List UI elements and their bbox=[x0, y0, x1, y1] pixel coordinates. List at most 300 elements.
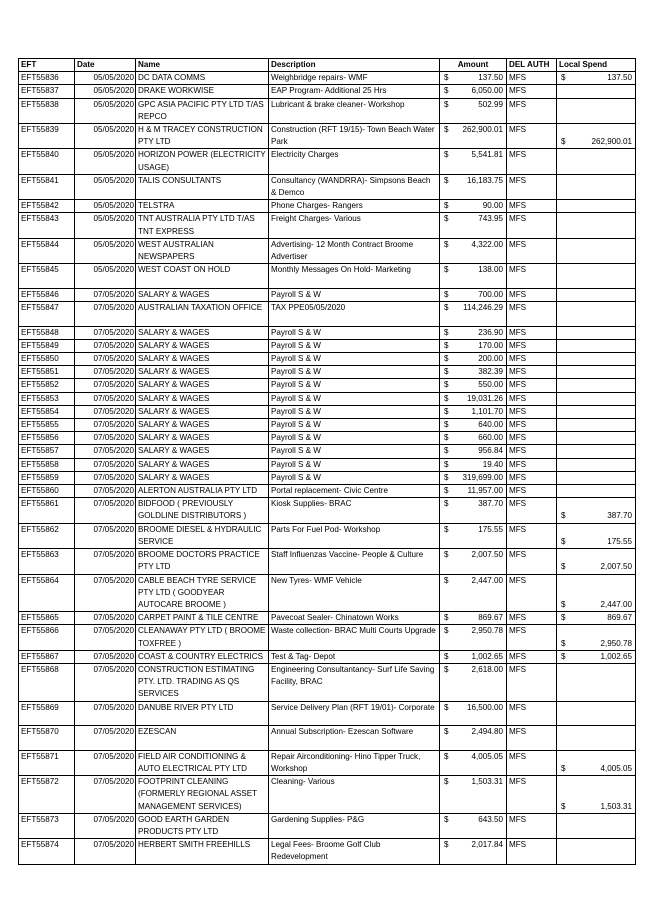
currency-symbol: $ bbox=[561, 137, 566, 147]
payee-name: DANUBE RIVER PTY LTD bbox=[136, 701, 269, 726]
eft-number: EFT55874 bbox=[19, 839, 75, 864]
local-spend-value: 869.67 bbox=[607, 613, 632, 623]
payment-description: Consultancy (WANDRRA)- Simpsons Beach & Demco bbox=[269, 174, 440, 199]
amount-value: 319,699.00 bbox=[462, 472, 503, 482]
del-auth: MFS bbox=[507, 264, 557, 289]
eft-number: EFT55838 bbox=[19, 98, 75, 123]
del-auth: MFS bbox=[507, 98, 557, 123]
payment-date: 07/05/2020 bbox=[75, 288, 136, 301]
payment-date: 05/05/2020 bbox=[75, 238, 136, 263]
header-name: Name bbox=[136, 59, 269, 72]
payment-description: Payroll S & W bbox=[269, 405, 440, 418]
payment-description: Gardening Supplies- P&G bbox=[269, 813, 440, 838]
payee-name: SALARY & WAGES bbox=[136, 445, 269, 458]
eft-number: EFT55870 bbox=[19, 726, 75, 751]
currency-symbol: $ bbox=[444, 664, 449, 674]
payee-name: SALARY & WAGES bbox=[136, 432, 269, 445]
del-auth: MFS bbox=[507, 471, 557, 484]
eft-number: EFT55867 bbox=[19, 650, 75, 663]
table-row bbox=[19, 264, 636, 289]
eft-number: EFT55850 bbox=[19, 353, 75, 366]
local-spend-value: 262,900.01 bbox=[591, 137, 632, 147]
del-auth: MFS bbox=[507, 612, 557, 625]
table-row bbox=[19, 124, 636, 149]
table-row bbox=[19, 366, 636, 379]
local-spend-cell bbox=[557, 353, 636, 366]
eft-number: EFT55852 bbox=[19, 379, 75, 392]
amount-value: 640.00 bbox=[478, 420, 503, 430]
local-spend-cell bbox=[557, 458, 636, 471]
header-del-auth: DEL AUTH bbox=[507, 59, 557, 72]
eft-number: EFT55839 bbox=[19, 124, 75, 149]
currency-symbol: $ bbox=[561, 651, 566, 661]
eft-number: EFT55861 bbox=[19, 498, 75, 523]
currency-symbol: $ bbox=[444, 751, 449, 761]
eft-number: EFT55844 bbox=[19, 238, 75, 263]
local-spend-cell bbox=[557, 776, 636, 814]
amount-cell bbox=[440, 750, 507, 775]
local-spend-value: 1,503.31 bbox=[600, 801, 632, 811]
payment-description: Payroll S & W bbox=[269, 432, 440, 445]
eft-number: EFT55848 bbox=[19, 326, 75, 339]
eft-number: EFT55842 bbox=[19, 200, 75, 213]
payment-date: 07/05/2020 bbox=[75, 625, 136, 650]
amount-value: 743.95 bbox=[478, 214, 503, 224]
payment-description: Phone Charges- Rangers bbox=[269, 200, 440, 213]
payment-description: Monthly Messages On Hold- Marketing bbox=[269, 264, 440, 289]
local-spend-cell bbox=[557, 612, 636, 625]
local-spend-cell bbox=[557, 726, 636, 751]
amount-cell bbox=[440, 776, 507, 814]
local-spend-cell bbox=[557, 200, 636, 213]
amount-value: 4,005.05 bbox=[471, 751, 503, 761]
local-spend-cell bbox=[557, 523, 636, 548]
payment-date: 05/05/2020 bbox=[75, 124, 136, 149]
payment-description: Pavecoat Sealer- Chinatown Works bbox=[269, 612, 440, 625]
del-auth: MFS bbox=[507, 200, 557, 213]
eft-number: EFT55866 bbox=[19, 625, 75, 650]
eft-number: EFT55845 bbox=[19, 264, 75, 289]
eft-number: EFT55865 bbox=[19, 612, 75, 625]
eft-number: EFT55836 bbox=[19, 72, 75, 85]
amount-value: 1,101.70 bbox=[471, 406, 503, 416]
payee-name: HERBERT SMITH FREEHILLS bbox=[136, 839, 269, 864]
local-spend-cell bbox=[557, 238, 636, 263]
local-spend-cell bbox=[557, 485, 636, 498]
payee-name: TALIS CONSULTANTS bbox=[136, 174, 269, 199]
currency-symbol: $ bbox=[561, 638, 566, 648]
table-row bbox=[19, 485, 636, 498]
currency-symbol: $ bbox=[444, 840, 449, 850]
payment-description: Payroll S & W bbox=[269, 419, 440, 432]
amount-cell bbox=[440, 701, 507, 726]
local-spend-cell bbox=[557, 302, 636, 327]
currency-symbol: $ bbox=[444, 125, 449, 135]
table-row bbox=[19, 612, 636, 625]
currency-symbol: $ bbox=[444, 327, 449, 337]
del-auth: MFS bbox=[507, 574, 557, 612]
amount-value: 4,322.00 bbox=[471, 239, 503, 249]
table-row bbox=[19, 839, 636, 864]
eft-number: EFT55864 bbox=[19, 574, 75, 612]
local-spend-cell bbox=[557, 701, 636, 726]
eft-number: EFT55863 bbox=[19, 549, 75, 574]
amount-value: 175.55 bbox=[478, 524, 503, 534]
local-spend-value: 387.70 bbox=[607, 511, 632, 521]
payment-date: 07/05/2020 bbox=[75, 405, 136, 418]
amount-value: 660.00 bbox=[478, 433, 503, 443]
eft-number: EFT55860 bbox=[19, 485, 75, 498]
currency-symbol: $ bbox=[444, 550, 449, 560]
amount-cell bbox=[440, 213, 507, 238]
amount-value: 90.00 bbox=[482, 201, 503, 211]
payment-date: 05/05/2020 bbox=[75, 174, 136, 199]
payment-date: 07/05/2020 bbox=[75, 379, 136, 392]
table-row bbox=[19, 149, 636, 174]
payment-date: 07/05/2020 bbox=[75, 498, 136, 523]
table-row bbox=[19, 353, 636, 366]
local-spend-value: 2,950.78 bbox=[600, 638, 632, 648]
header-date: Date bbox=[75, 59, 136, 72]
payment-date: 07/05/2020 bbox=[75, 445, 136, 458]
local-spend-cell bbox=[557, 366, 636, 379]
amount-value: 2,007.50 bbox=[471, 550, 503, 560]
local-spend-cell bbox=[557, 813, 636, 838]
amount-cell bbox=[440, 839, 507, 864]
currency-symbol: $ bbox=[444, 201, 449, 211]
table-row bbox=[19, 471, 636, 484]
header-row bbox=[19, 59, 636, 72]
table-row bbox=[19, 302, 636, 327]
amount-value: 869.67 bbox=[478, 613, 503, 623]
del-auth: MFS bbox=[507, 445, 557, 458]
payment-description: Freight Charges- Various bbox=[269, 213, 440, 238]
payee-name: SALARY & WAGES bbox=[136, 405, 269, 418]
amount-value: 1,002.65 bbox=[471, 651, 503, 661]
table-row bbox=[19, 701, 636, 726]
local-spend-cell bbox=[557, 549, 636, 574]
payment-description: Parts For Fuel Pod- Workshop bbox=[269, 523, 440, 548]
local-spend-cell bbox=[557, 124, 636, 149]
table-row bbox=[19, 326, 636, 339]
local-spend-cell bbox=[557, 213, 636, 238]
header-amount: Amount bbox=[440, 59, 507, 72]
payment-date: 07/05/2020 bbox=[75, 302, 136, 327]
currency-symbol: $ bbox=[444, 446, 449, 456]
del-auth: MFS bbox=[507, 405, 557, 418]
del-auth: MFS bbox=[507, 523, 557, 548]
amount-cell bbox=[440, 288, 507, 301]
payment-date: 07/05/2020 bbox=[75, 750, 136, 775]
del-auth: MFS bbox=[507, 549, 557, 574]
payment-description: Payroll S & W bbox=[269, 326, 440, 339]
amount-value: 956.84 bbox=[478, 446, 503, 456]
currency-symbol: $ bbox=[444, 214, 449, 224]
table-row bbox=[19, 445, 636, 458]
payment-description: TAX PPE05/05/2020 bbox=[269, 302, 440, 327]
eft-number: EFT55872 bbox=[19, 776, 75, 814]
payment-date: 07/05/2020 bbox=[75, 471, 136, 484]
payment-date: 05/05/2020 bbox=[75, 200, 136, 213]
local-spend-cell bbox=[557, 264, 636, 289]
payment-date: 07/05/2020 bbox=[75, 326, 136, 339]
local-spend-value: 175.55 bbox=[607, 536, 632, 546]
amount-cell bbox=[440, 419, 507, 432]
amount-cell bbox=[440, 264, 507, 289]
del-auth: MFS bbox=[507, 85, 557, 98]
payment-date: 05/05/2020 bbox=[75, 149, 136, 174]
table-row bbox=[19, 574, 636, 612]
payee-name: GOOD EARTH GARDEN PRODUCTS PTY LTD bbox=[136, 813, 269, 838]
table-row bbox=[19, 458, 636, 471]
payment-description: Portal replacement- Civic Centre bbox=[269, 485, 440, 498]
amount-value: 138.00 bbox=[478, 265, 503, 275]
currency-symbol: $ bbox=[561, 613, 566, 623]
eft-number: EFT55859 bbox=[19, 471, 75, 484]
currency-symbol: $ bbox=[444, 459, 449, 469]
payee-name: WEST AUSTRALIAN NEWSPAPERS bbox=[136, 238, 269, 263]
currency-symbol: $ bbox=[444, 380, 449, 390]
amount-cell bbox=[440, 445, 507, 458]
amount-value: 643.50 bbox=[478, 814, 503, 824]
payment-description: Payroll S & W bbox=[269, 339, 440, 352]
amount-cell bbox=[440, 523, 507, 548]
payee-name: CARPET PAINT & TILE CENTRE bbox=[136, 612, 269, 625]
amount-value: 502.99 bbox=[478, 99, 503, 109]
payee-name: HORIZON POWER (ELECTRICITY USAGE) bbox=[136, 149, 269, 174]
payee-name: SALARY & WAGES bbox=[136, 326, 269, 339]
currency-symbol: $ bbox=[444, 340, 449, 350]
payee-name: DRAKE WORKWISE bbox=[136, 85, 269, 98]
amount-cell bbox=[440, 392, 507, 405]
amount-cell bbox=[440, 432, 507, 445]
local-spend-cell bbox=[557, 445, 636, 458]
payment-description: EAP Program- Additional 25 Hrs bbox=[269, 85, 440, 98]
currency-symbol: $ bbox=[444, 99, 449, 109]
payment-date: 05/05/2020 bbox=[75, 264, 136, 289]
currency-symbol: $ bbox=[444, 150, 449, 160]
amount-cell bbox=[440, 98, 507, 123]
local-spend-cell bbox=[557, 750, 636, 775]
amount-cell bbox=[440, 124, 507, 149]
table-row bbox=[19, 663, 636, 701]
payee-name: SALARY & WAGES bbox=[136, 379, 269, 392]
payee-name: H & M TRACEY CONSTRUCTION PTY LTD bbox=[136, 124, 269, 149]
payment-description: Legal Fees- Broome Golf Club Redevelopment bbox=[269, 839, 440, 864]
local-spend-cell bbox=[557, 392, 636, 405]
amount-value: 2,618.00 bbox=[471, 664, 503, 674]
payment-date: 07/05/2020 bbox=[75, 549, 136, 574]
payment-date: 07/05/2020 bbox=[75, 574, 136, 612]
amount-value: 550.00 bbox=[478, 380, 503, 390]
payment-description: Weighbridge repairs- WMF bbox=[269, 72, 440, 85]
eft-number: EFT55843 bbox=[19, 213, 75, 238]
table-row bbox=[19, 238, 636, 263]
table-row bbox=[19, 392, 636, 405]
payment-date: 07/05/2020 bbox=[75, 663, 136, 701]
currency-symbol: $ bbox=[561, 801, 566, 811]
payee-name: BROOME DOCTORS PRACTICE PTY LTD bbox=[136, 549, 269, 574]
amount-cell bbox=[440, 200, 507, 213]
payment-description: Kiosk Supplies- BRAC bbox=[269, 498, 440, 523]
eft-number: EFT55851 bbox=[19, 366, 75, 379]
local-spend-cell bbox=[557, 839, 636, 864]
payment-description: Construction (RFT 19/15)- Town Beach Water Park bbox=[269, 124, 440, 149]
payee-name: SALARY & WAGES bbox=[136, 366, 269, 379]
payee-name: TELSTRA bbox=[136, 200, 269, 213]
table-row bbox=[19, 432, 636, 445]
payee-name: AUSTRALIAN TAXATION OFFICE bbox=[136, 302, 269, 327]
currency-symbol: $ bbox=[444, 814, 449, 824]
payment-description: Test & Tag- Depot bbox=[269, 650, 440, 663]
payment-description: Payroll S & W bbox=[269, 353, 440, 366]
eft-number: EFT55856 bbox=[19, 432, 75, 445]
amount-value: 170.00 bbox=[478, 340, 503, 350]
del-auth: MFS bbox=[507, 124, 557, 149]
amount-cell bbox=[440, 326, 507, 339]
currency-symbol: $ bbox=[561, 73, 566, 83]
payment-description: Payroll S & W bbox=[269, 458, 440, 471]
currency-symbol: $ bbox=[561, 562, 566, 572]
currency-symbol: $ bbox=[444, 499, 449, 509]
payment-date: 07/05/2020 bbox=[75, 650, 136, 663]
amount-cell bbox=[440, 650, 507, 663]
table-row bbox=[19, 523, 636, 548]
table-row bbox=[19, 405, 636, 418]
del-auth: MFS bbox=[507, 392, 557, 405]
payee-name: SALARY & WAGES bbox=[136, 339, 269, 352]
payee-name: SALARY & WAGES bbox=[136, 419, 269, 432]
payment-date: 05/05/2020 bbox=[75, 72, 136, 85]
amount-cell bbox=[440, 663, 507, 701]
del-auth: MFS bbox=[507, 238, 557, 263]
currency-symbol: $ bbox=[444, 239, 449, 249]
table-body bbox=[19, 72, 636, 864]
local-spend-cell bbox=[557, 419, 636, 432]
currency-symbol: $ bbox=[561, 763, 566, 773]
currency-symbol: $ bbox=[444, 613, 449, 623]
eft-number: EFT55846 bbox=[19, 288, 75, 301]
payment-date: 07/05/2020 bbox=[75, 432, 136, 445]
del-auth: MFS bbox=[507, 432, 557, 445]
payment-description: Payroll S & W bbox=[269, 392, 440, 405]
payment-description: Service Delivery Plan (RFT 19/01)- Corporate bbox=[269, 701, 440, 726]
payment-description: New Tyres- WMF Vehicle bbox=[269, 574, 440, 612]
payment-description: Engineering Consultantancy- Surf Life Saving Facility, BRAC bbox=[269, 663, 440, 701]
amount-cell bbox=[440, 485, 507, 498]
payment-description: Staff Influenzas Vaccine- People & Culture bbox=[269, 549, 440, 574]
local-spend-cell bbox=[557, 379, 636, 392]
payee-name: TNT AUSTRALIA PTY LTD T/AS TNT EXPRESS bbox=[136, 213, 269, 238]
del-auth: MFS bbox=[507, 839, 557, 864]
table-row bbox=[19, 813, 636, 838]
del-auth: MFS bbox=[507, 498, 557, 523]
del-auth: MFS bbox=[507, 701, 557, 726]
payee-name: DC DATA COMMS bbox=[136, 72, 269, 85]
local-spend-cell bbox=[557, 174, 636, 199]
currency-symbol: $ bbox=[444, 406, 449, 416]
payment-date: 07/05/2020 bbox=[75, 485, 136, 498]
payment-date: 05/05/2020 bbox=[75, 85, 136, 98]
local-spend-cell bbox=[557, 98, 636, 123]
currency-symbol: $ bbox=[444, 702, 449, 712]
payment-date: 05/05/2020 bbox=[75, 98, 136, 123]
amount-value: 16,183.75 bbox=[466, 175, 503, 185]
del-auth: MFS bbox=[507, 174, 557, 199]
amount-value: 5,541.81 bbox=[471, 150, 503, 160]
currency-symbol: $ bbox=[444, 575, 449, 585]
amount-value: 6,050.00 bbox=[471, 86, 503, 96]
eft-number: EFT55871 bbox=[19, 750, 75, 775]
header-eft: EFT bbox=[19, 59, 75, 72]
local-spend-cell bbox=[557, 288, 636, 301]
payment-description: Electricity Charges bbox=[269, 149, 440, 174]
del-auth: MFS bbox=[507, 339, 557, 352]
amount-cell bbox=[440, 339, 507, 352]
table-row bbox=[19, 339, 636, 352]
currency-symbol: $ bbox=[561, 511, 566, 521]
payment-date: 07/05/2020 bbox=[75, 339, 136, 352]
del-auth: MFS bbox=[507, 326, 557, 339]
del-auth: MFS bbox=[507, 379, 557, 392]
payee-name: CLEANAWAY PTY LTD ( BROOME TOXFREE ) bbox=[136, 625, 269, 650]
payment-description: Advertising- 12 Month Contract Broome Advertiser bbox=[269, 238, 440, 263]
del-auth: MFS bbox=[507, 302, 557, 327]
del-auth: MFS bbox=[507, 419, 557, 432]
amount-cell bbox=[440, 379, 507, 392]
eft-number: EFT55847 bbox=[19, 302, 75, 327]
currency-symbol: $ bbox=[444, 265, 449, 275]
eft-number: EFT55837 bbox=[19, 85, 75, 98]
eft-number: EFT55869 bbox=[19, 701, 75, 726]
header-local-spend: Local Spend bbox=[557, 59, 636, 72]
payment-description: Lubricant & brake cleaner- Workshop bbox=[269, 98, 440, 123]
local-spend-value: 2,007.50 bbox=[600, 562, 632, 572]
local-spend-cell bbox=[557, 85, 636, 98]
amount-cell bbox=[440, 174, 507, 199]
local-spend-value: 4,005.05 bbox=[600, 763, 632, 773]
del-auth: MFS bbox=[507, 750, 557, 775]
amount-cell bbox=[440, 353, 507, 366]
amount-cell bbox=[440, 549, 507, 574]
currency-symbol: $ bbox=[561, 599, 566, 609]
header-description: Description bbox=[269, 59, 440, 72]
amount-cell bbox=[440, 149, 507, 174]
payment-date: 07/05/2020 bbox=[75, 353, 136, 366]
payment-date: 07/05/2020 bbox=[75, 612, 136, 625]
table-row bbox=[19, 549, 636, 574]
del-auth: MFS bbox=[507, 663, 557, 701]
payment-date: 05/05/2020 bbox=[75, 213, 136, 238]
payment-date: 07/05/2020 bbox=[75, 366, 136, 379]
payment-description: Payroll S & W bbox=[269, 471, 440, 484]
amount-value: 200.00 bbox=[478, 354, 503, 364]
payment-description: Annual Subscription- Ezescan Software bbox=[269, 726, 440, 751]
amount-value: 700.00 bbox=[478, 289, 503, 299]
payee-name: FOOTPRINT CLEANING (FORMERLY REGIONAL ASSET MANAGEMENT SERVICES) bbox=[136, 776, 269, 814]
eft-number: EFT55849 bbox=[19, 339, 75, 352]
eft-number: EFT55840 bbox=[19, 149, 75, 174]
table-row bbox=[19, 98, 636, 123]
table-row bbox=[19, 776, 636, 814]
del-auth: MFS bbox=[507, 813, 557, 838]
payee-name: CONSTRUCTION ESTIMATING PTY. LTD. TRADING AS QS SERVICES bbox=[136, 663, 269, 701]
local-spend-cell bbox=[557, 405, 636, 418]
payment-date: 07/05/2020 bbox=[75, 419, 136, 432]
del-auth: MFS bbox=[507, 625, 557, 650]
local-spend-cell bbox=[557, 72, 636, 85]
payment-date: 07/05/2020 bbox=[75, 523, 136, 548]
